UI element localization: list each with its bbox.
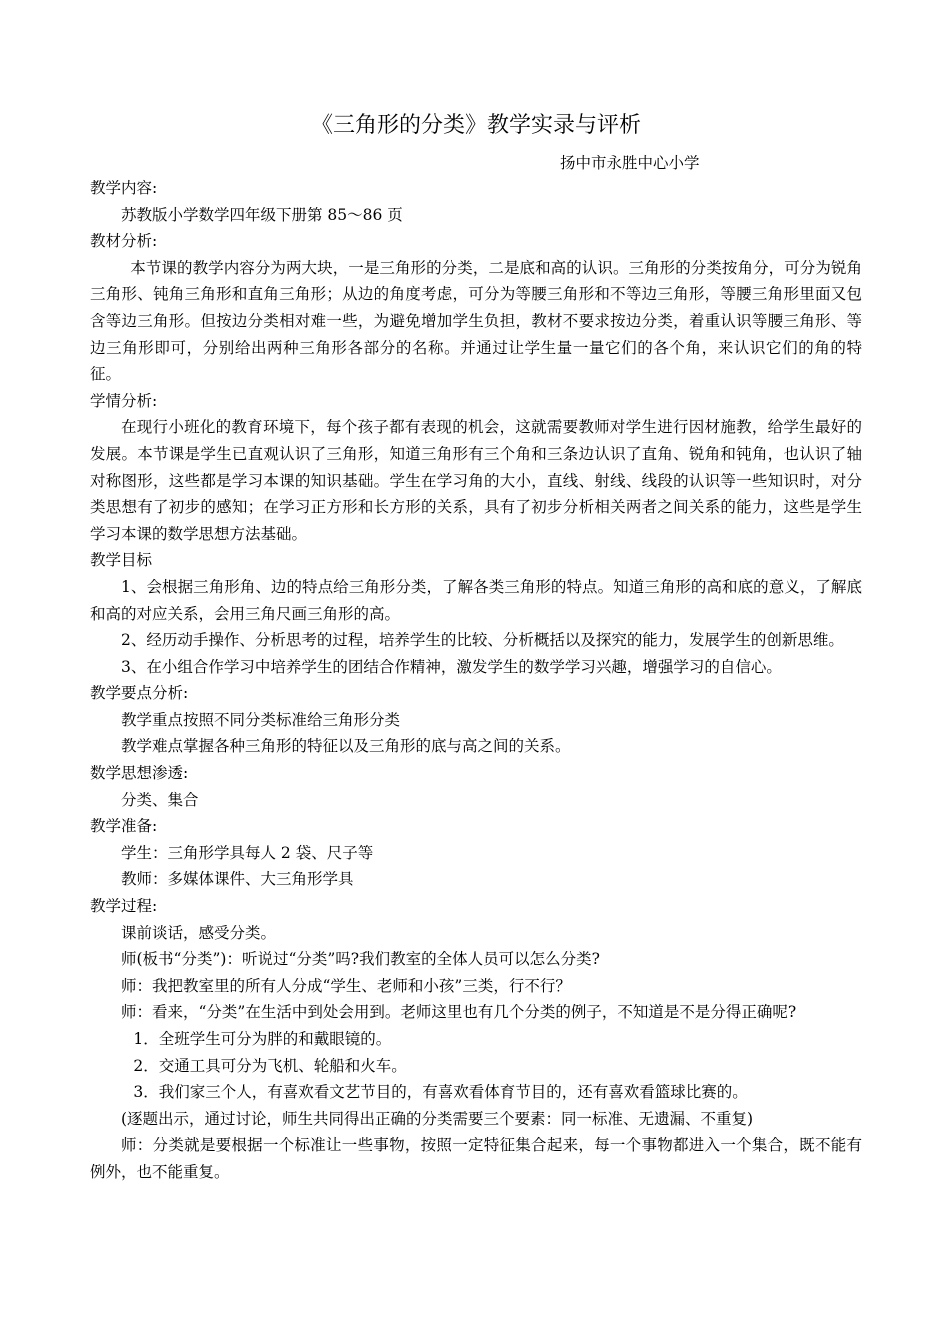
section-heading-material: 教材分析: — [90, 232, 158, 251]
section-heading-students: 学情分析: — [90, 391, 158, 410]
process-line: 师：分类就是要根据一个标准让一些事物，按照一定特征集合起来，每一个事物都进入一个集合，既不能有例外，也不能重复。 — [90, 1136, 862, 1181]
section-heading-preparation: 教学准备: — [90, 817, 158, 836]
process-line: 师：我把教室里的所有人分成“学生、老师和小孩”三类，行不行？ — [121, 976, 571, 995]
section-heading-thinking: 数学思想渗透: — [90, 764, 189, 783]
preparation-item: 教师：多媒体课件、大三角形学具 — [121, 870, 354, 889]
goal-item: 3、在小组合作学习中培养学生的团结合作精神，激发学生的数学学习兴趣，增强学习的自信心。 — [121, 657, 782, 676]
keypoint-item: 教学重点按照不同分类标准给三角形分类 — [121, 710, 401, 729]
process-line: 师(板书“分类”)：听说过“分类”吗?我们教室的全体人员可以怎么分类? — [121, 950, 600, 969]
thinking-text: 分类、集合 — [121, 790, 199, 809]
document-body — [90, 175, 862, 1186]
example-item: 2．交通工具可分为飞机、轮船和火车。 — [133, 1056, 407, 1075]
example-item: 1．全班学生可分为胖的和戴眼镜的。 — [133, 1030, 392, 1048]
keypoint-item: 教学难点掌握各种三角形的特征以及三角形的底与高之间的关系。 — [121, 737, 571, 756]
process-line: 课前谈话，感受分类。 — [121, 923, 277, 942]
preparation-item: 学生：三角形学具每人 2 袋、尺子等 — [121, 843, 374, 862]
section-heading-process: 教学过程: — [90, 897, 158, 916]
content-text: 苏教版小学数学四年级下册第 85～86 页 — [121, 205, 403, 224]
goal-item: 2、经历动手操作、分析思考的过程，培养学生的比较、分析概括以及探究的能力，发展学生的创新思维。 — [121, 631, 844, 650]
material-analysis-text: 本节课的教学内容分为两大块，一是三角形的分类，二是底和高的认识。三角形的分类按角分，可分为锐角三角形、钝角三角形和直角三角形；从边的角度考虑，可分为等腰三角形和不等边三角形，等腰三角形里面又包含等边三角形。但按边分类相对难一些，为避免增加学生负担，教材不要求按边分类，着重认识等腰三角形、等边三角形即可，分别给出两种三角形各部分的名称。并通过让学生量一量它们的各个角，来认识它们的角的特征。 — [90, 258, 862, 384]
document-title: 《三角形的分类》教学实录与评析 — [310, 113, 641, 138]
student-analysis-text: 在现行小班化的教育环境下，每个孩子都有表现的机会，这就需要教师对学生进行因材施教，给学生最好的发展。本节课是学生已直观认识了三角形，知道三角形有三个角和三条边认识了直角、锐角和钝角，也认识了轴对称图形，这些都是学习本课的知识基础。学生在学习角的大小，直线、射线、线段的认识等一些知识时，对分类思想有了初步的感知；在学习正方形和长方形的关系，具有了初步分析相关两者之间关系的能力，这些是学生学习本课的数学思想方法基础。 — [90, 418, 862, 543]
section-heading-content: 教学内容: — [90, 179, 158, 197]
section-heading-goals: 教学目标 — [90, 551, 153, 570]
goal-item: 1、会根据三角形角、边的特点给三角形分类，了解各类三角形的特点。知道三角形的高和底的意义，了解底和高的对应关系，会用三角尺画三角形的高。 — [90, 577, 862, 623]
section-heading-keypoints: 教学要点分析: — [90, 684, 189, 703]
process-line: 师：看来，“分类”在生活中到处会用到。老师这里也有几个分类的例子，不知道是不是分得正确呢? — [121, 1003, 797, 1022]
example-item: 3．我们家三个人，有喜欢看文艺节目的，有喜欢看体育节目的，还有喜欢看篮球比赛的。 — [133, 1083, 748, 1102]
process-line: (逐题出示，通过讨论，师生共同得出正确的分类需要三个要素：同一标准、无遗漏、不重复) — [121, 1109, 754, 1128]
school-name: 扬中市永胜中心小学 — [560, 154, 700, 172]
